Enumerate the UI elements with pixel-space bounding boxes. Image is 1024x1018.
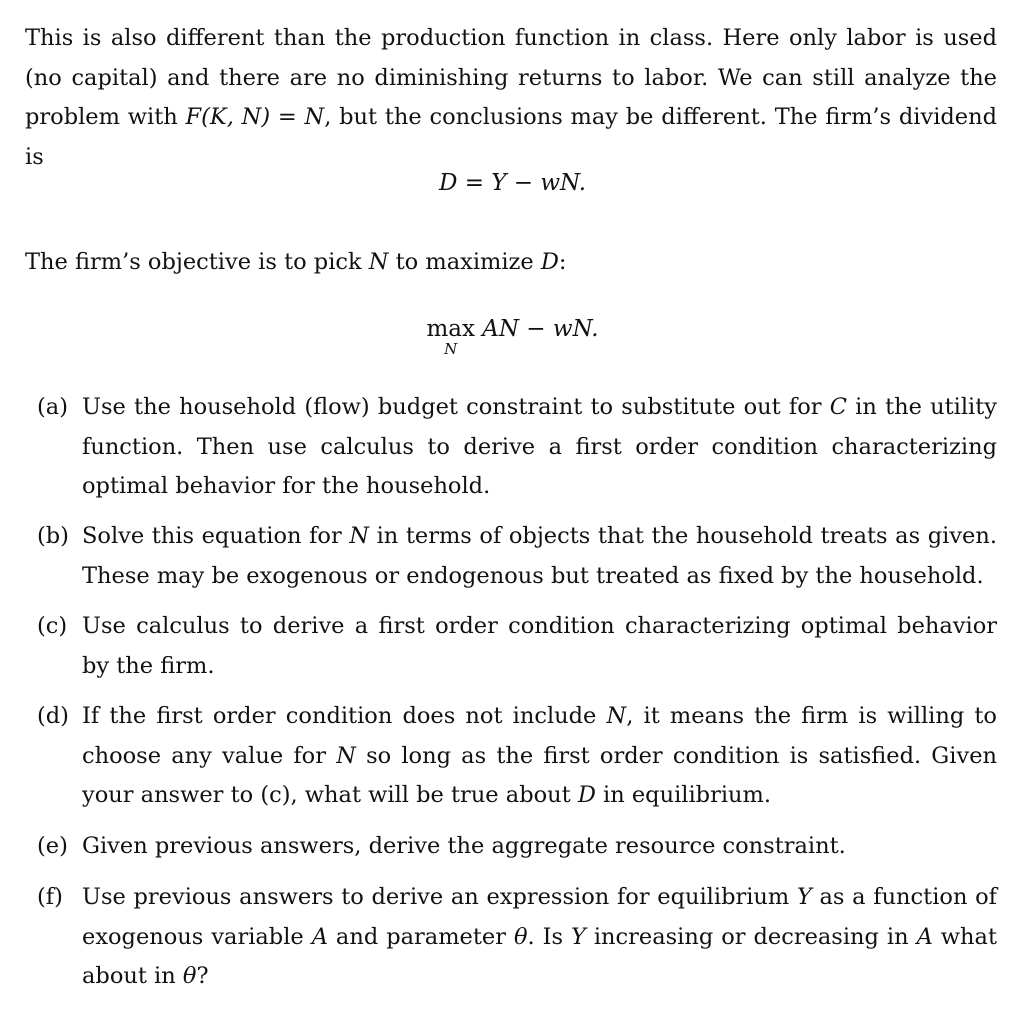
item-f-var-a2: A bbox=[916, 923, 933, 950]
intro-text-2: , but the conclusions may be different. The firm’s dividend is bbox=[25, 104, 997, 170]
max-equation bbox=[25, 316, 1000, 358]
item-body-c: Use calculus to derive a first order condition characterizing optimal behavior by the firm. bbox=[82, 613, 997, 679]
item-label-e: (e) bbox=[37, 833, 68, 859]
item-d-var-d: D bbox=[577, 782, 596, 808]
dividend-equation bbox=[25, 170, 1000, 196]
max-subscript: N bbox=[444, 340, 458, 358]
max-operator-text: max bbox=[426, 316, 475, 342]
item-b-text-2: in terms of objects that the household treats as given. These may be exogenous or endogenous but treated as fixed by the household. bbox=[82, 523, 997, 589]
item-b-var-n: N bbox=[349, 523, 369, 549]
objective-text-2: to maximize bbox=[388, 249, 541, 275]
production-function-formula: F(K, N) = N bbox=[185, 104, 325, 130]
max-operator bbox=[426, 316, 475, 358]
item-a-var-c: C bbox=[829, 394, 847, 420]
item-d-text-3: so long as the first order condition is satisfied. Given your answer to (c), what will be true about bbox=[82, 742, 997, 808]
question-item-d bbox=[25, 697, 1000, 816]
intro-text-1: This is also different than the production function in class. Here only labor is used (no capital) and there are no diminishing returns to labor. We can still analyze the problem with bbox=[25, 25, 997, 130]
objective-text-3: : bbox=[558, 249, 567, 275]
objective-paragraph bbox=[25, 243, 997, 283]
question-item-b bbox=[25, 517, 1000, 596]
item-d-text-4: in equilibrium. bbox=[595, 782, 771, 808]
item-d-text-1: If the first order condition does not include bbox=[82, 703, 607, 729]
item-f-var-theta1: θ bbox=[513, 923, 528, 950]
dividend-equation-text: D = Y − wN. bbox=[438, 170, 587, 196]
question-item-c bbox=[25, 607, 1000, 686]
item-f-text-6: what about in bbox=[82, 923, 998, 989]
intro-paragraph bbox=[25, 19, 997, 177]
item-b-text-1: Solve this equation for bbox=[82, 523, 350, 549]
item-label-a: (a) bbox=[37, 394, 68, 420]
item-a-text-2: in the utility function. Then use calculus to derive a first order condition characterizing optimal behavior for the household. bbox=[82, 394, 997, 499]
item-f-text-2: as a function of exogenous variable bbox=[82, 884, 997, 950]
objective-var-n: N bbox=[368, 249, 389, 275]
item-f-text-7: ? bbox=[196, 963, 209, 989]
max-equation-inner bbox=[426, 316, 599, 358]
item-a-text-1: Use the household (flow) budget constraint to substitute out for bbox=[82, 394, 830, 420]
item-body-e: Given previous answers, derive the aggregate resource constraint. bbox=[82, 833, 846, 859]
question-item-e bbox=[25, 827, 1000, 867]
item-f-var-y2: Y bbox=[571, 923, 586, 950]
question-item-a bbox=[25, 388, 1000, 507]
item-f-text-4: . Is bbox=[527, 923, 572, 950]
item-f-text-5: increasing or decreasing in bbox=[585, 923, 917, 950]
objective-text-1: The firm’s objective is to pick bbox=[25, 249, 369, 275]
item-label-d: (d) bbox=[37, 703, 69, 729]
item-label-b: (b) bbox=[37, 523, 69, 549]
item-f-var-y1: Y bbox=[796, 884, 812, 910]
item-label-c: (c) bbox=[37, 613, 68, 639]
item-d-var-n2: N bbox=[336, 742, 356, 769]
item-body-f bbox=[82, 878, 997, 997]
max-expression: AN − wN. bbox=[482, 316, 599, 342]
item-f-text-1: Use previous answers to derive an expression for equilibrium bbox=[82, 884, 797, 910]
item-body-b bbox=[82, 517, 997, 596]
item-label-f: (f) bbox=[37, 884, 63, 910]
item-f-var-a1: A bbox=[311, 923, 328, 950]
item-f-var-theta2: θ bbox=[182, 963, 197, 989]
item-d-text-2: , it means the firm is willing to choose any value for bbox=[82, 703, 997, 769]
question-item-f bbox=[25, 878, 1000, 997]
item-body-d bbox=[82, 697, 997, 816]
item-f-text-3: and parameter bbox=[327, 923, 514, 950]
objective-var-d: D bbox=[540, 249, 559, 275]
item-body-a bbox=[82, 388, 997, 507]
item-d-var-n1: N bbox=[606, 703, 627, 729]
